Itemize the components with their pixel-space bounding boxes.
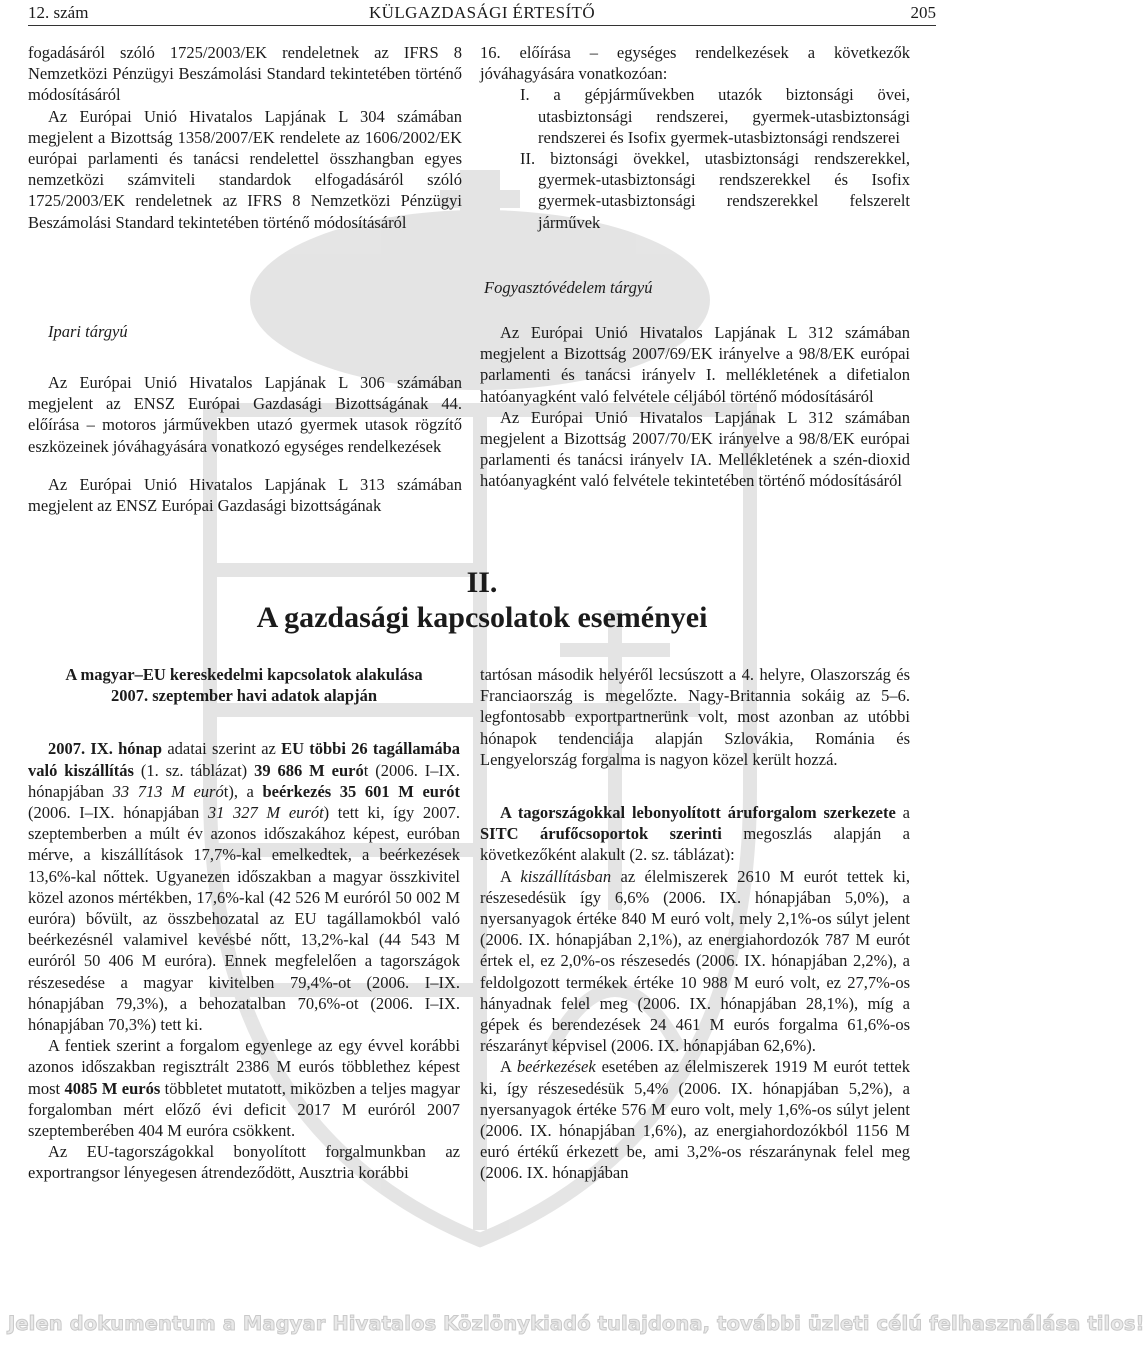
journal-title: KÜLGAZDASÁGI ÉRTESÍTŐ xyxy=(369,3,595,22)
paragraph: A beérkezések esetében az élelmiszerek 1919 M eurót tettek ki, így részesedésük 5,4% (2006. IX. hónapjában 5,2%), a nyersanyagok értéke 576 M euro volt, mely 1,6%-os súlyt jelent (2006. IX. hónapjában 1,6%), az energiahordozókból 1156 M euró értékű érkezett be, ami 3,2%-os részaránynak felel meg (2006. IX. hónapjában xyxy=(480,1057,910,1183)
paragraph: Az Európai Unió Hivatalos Lapjának L 312 számában megjelent a Bizottság 2007/69/EK irányelve a 98/8/EK európai parlamenti és tanácsi irányelv I. mellékletének a difetialon hatóanyagként való felvétele céljából történő módosításáról xyxy=(480,323,910,406)
page-number-left: 12. szám xyxy=(28,3,89,22)
page-header xyxy=(28,2,936,26)
section-heading xyxy=(28,566,936,636)
article-heading-line2: 2007. szeptember havi adatok alapján xyxy=(111,686,377,706)
right-column-middle xyxy=(480,322,910,492)
paragraph: tartósan második helyéről lecsúszott a 4. helyre, Olaszország és Franciaország is megelőzte. Nagy-Britannia sokáig az 5–6. legfontosabb exportpartnerünk volt, most azonban az utóbbi hónapok tendenciája alapján Szlovákia, Románia és Lengyelország forgalma is nagyon közel került hozzá. xyxy=(480,665,910,769)
paragraph: Az Európai Unió Hivatalos Lapjának L 304 számában megjelent a Bizottság 1358/2007/EK rendelete az 1606/2002/EK európai parlamenti és tanácsi rendelettel összhangban egyes nemzetközi számviteli standardok elfogadásáról szóló 1725/2003/EK rendeletnek az IFRS 8 Nemzetközi Pénzügyi Beszámolási Standard tekintetében történő módosításáról xyxy=(28,106,462,232)
paragraph: A fentiek szerint a forgalom egyenlege az egy évvel korábbi azonos időszakban regisztrált 2386 M eurós többlethez képest most 4085 M eurós többletet mutatott, miközben a teljes magyar forgalomban mért előző évi deficit 2017 M euróról 2007 szeptemberében 404 M euróra csökkent. xyxy=(28,1036,461,1141)
section-number: II. xyxy=(466,566,498,599)
page-number-right: 205 xyxy=(910,3,936,22)
right-column-top xyxy=(480,42,910,233)
paragraph: Az Európai Unió Hivatalos Lapjának L 313 számában megjelent az ENSZ Európai Gazdasági bizottságának xyxy=(28,474,462,516)
list-item: II. biztonsági övekkel, utasbiztonsági rendszerekkel, gyermek-utasbiztonsági rendszerekkel és Isofix gyermek-utasbiztonsági rendszerekkel felszerelt járművek xyxy=(520,149,910,232)
article-heading-line1: A magyar–EU kereskedelmi kapcsolatok alakulása xyxy=(65,665,423,684)
paragraph: A kiszállításban az élelmiszerek 2610 M eurót tettek ki, részesedésük így 6,6% (2006. IX. hónapjában 5,0%), a nyersanyagok értéke 840 M euró volt, mely 2,1%-os súlyt jelent (2006. IX. hónapjában 2,1%), az energiahordozók 787 M eurót értek el, ez 2,0%-os részesedés (2006. IX. hónapjában 2,2%), a feldolgozott termékek értéke 10 988 M euró volt, ez 27,7%-os hányadnak felel meg (2006. IX. hónapjában 28,1%), míg a gépek és berendezések 24 461 M eurós forgalma 61,6%-os részarányt képvisel (2006. IX. hónapjában 62,6%). xyxy=(480,866,910,1056)
right-column-bottom xyxy=(480,664,910,1184)
left-column-bottom xyxy=(28,664,460,1184)
paragraph: Az Európai Unió Hivatalos Lapjának L 306 számában megjelent az ENSZ Európai Gazdasági Bizottságának 44. előírása – motoros járművekben utazó gyermek utasok rögzítő eszközeinek jóváhagyására vonatkozó egységes rendelkezések xyxy=(28,373,462,456)
subheading-ipari: Ipari tárgyú xyxy=(48,322,128,341)
paragraph: Az EU-tagországokkal bonyolított forgalmunkban az exportrangsor lényegesen átrendeződött, Ausztria korábbi xyxy=(28,1142,460,1183)
left-column-middle xyxy=(28,372,462,516)
left-column-top xyxy=(28,42,462,233)
section-title: A gazdasági kapcsolatok eseményei xyxy=(256,601,708,634)
paragraph: Az Európai Unió Hivatalos Lapjának L 312 számában megjelent a Bizottság 2007/70/EK irányelve a 98/8/EK európai parlamenti és tanácsi irányelv IA. Mellékletének a szén-dioxid hatóanyagként való felvétele tekintetében történő módosításáról xyxy=(480,407,910,491)
list-item: I. a gépjárművekben utazók biztonsági övei, utasbiztonsági rendszerei, gyermek-utasbiztonsági rendszerei és Isofix gyermek-utasbiztonsági rendszerei xyxy=(520,85,910,147)
paragraph: fogadásáról szóló 1725/2003/EK rendeletnek az IFRS 8 Nemzetközi Pénzügyi Beszámolási Standard tekintetében történő módosításáról xyxy=(28,43,462,105)
subheading-fogyasztovedelem: Fogyasztóvédelem tárgyú xyxy=(484,278,653,297)
paragraph: A tagországokkal lebonyolított áruforgalom szerkezete a SITC árufőcsoportok szerinti megoszlás alapján a következőként alakult (2. sz. táblázat): xyxy=(480,803,910,865)
footer-watermark: Jelen dokumentum a Magyar Hivatalos Közlönykiadó tulajdona, további üzleti célú felhasználása tilos! xyxy=(8,1312,1145,1335)
paragraph: 2007. IX. hónap adatai szerint az EU többi 26 tagállamába való kiszállítás (1. sz. táblázat) 39 686 M eurót (2006. I–IX. hónapjában 33 713 M eurót), a beérkezés 35 601 M eurót (2006. I–IX. hónapjában 31 327 M eurót) tett ki, így 2007. szeptemberben a múlt év azonos időszakához képest, euróban mérve, a kiszállítások 17,7%-kal emelkedtek, a beérkezések 13,6%-kal nőttek. Ugyanezen időszakban a magyar összkivitel közel azonos mértékben, 17,6%-kal (42 526 M euróról 50 002 M euróra) bővült, az összbehozatal az EU tagállamokból való beérkezésnél valamivel kevésbé nőtt, 13,2%-kal (44 543 M euróról 50 406 M euróra). Ennek megfelelően a tagországok részesedése a magyar kivitelben 79,4%-ot (2006. I–IX. hónapjában 79,3%), a behozatalban 70,6%-ot (2006. I–IX. hónapjában 70,3%) tett ki. xyxy=(28,739,461,1035)
paragraph: 16. előírása – egységes rendelkezések a következők jóváhagyására vonatkozóan: xyxy=(480,43,910,84)
